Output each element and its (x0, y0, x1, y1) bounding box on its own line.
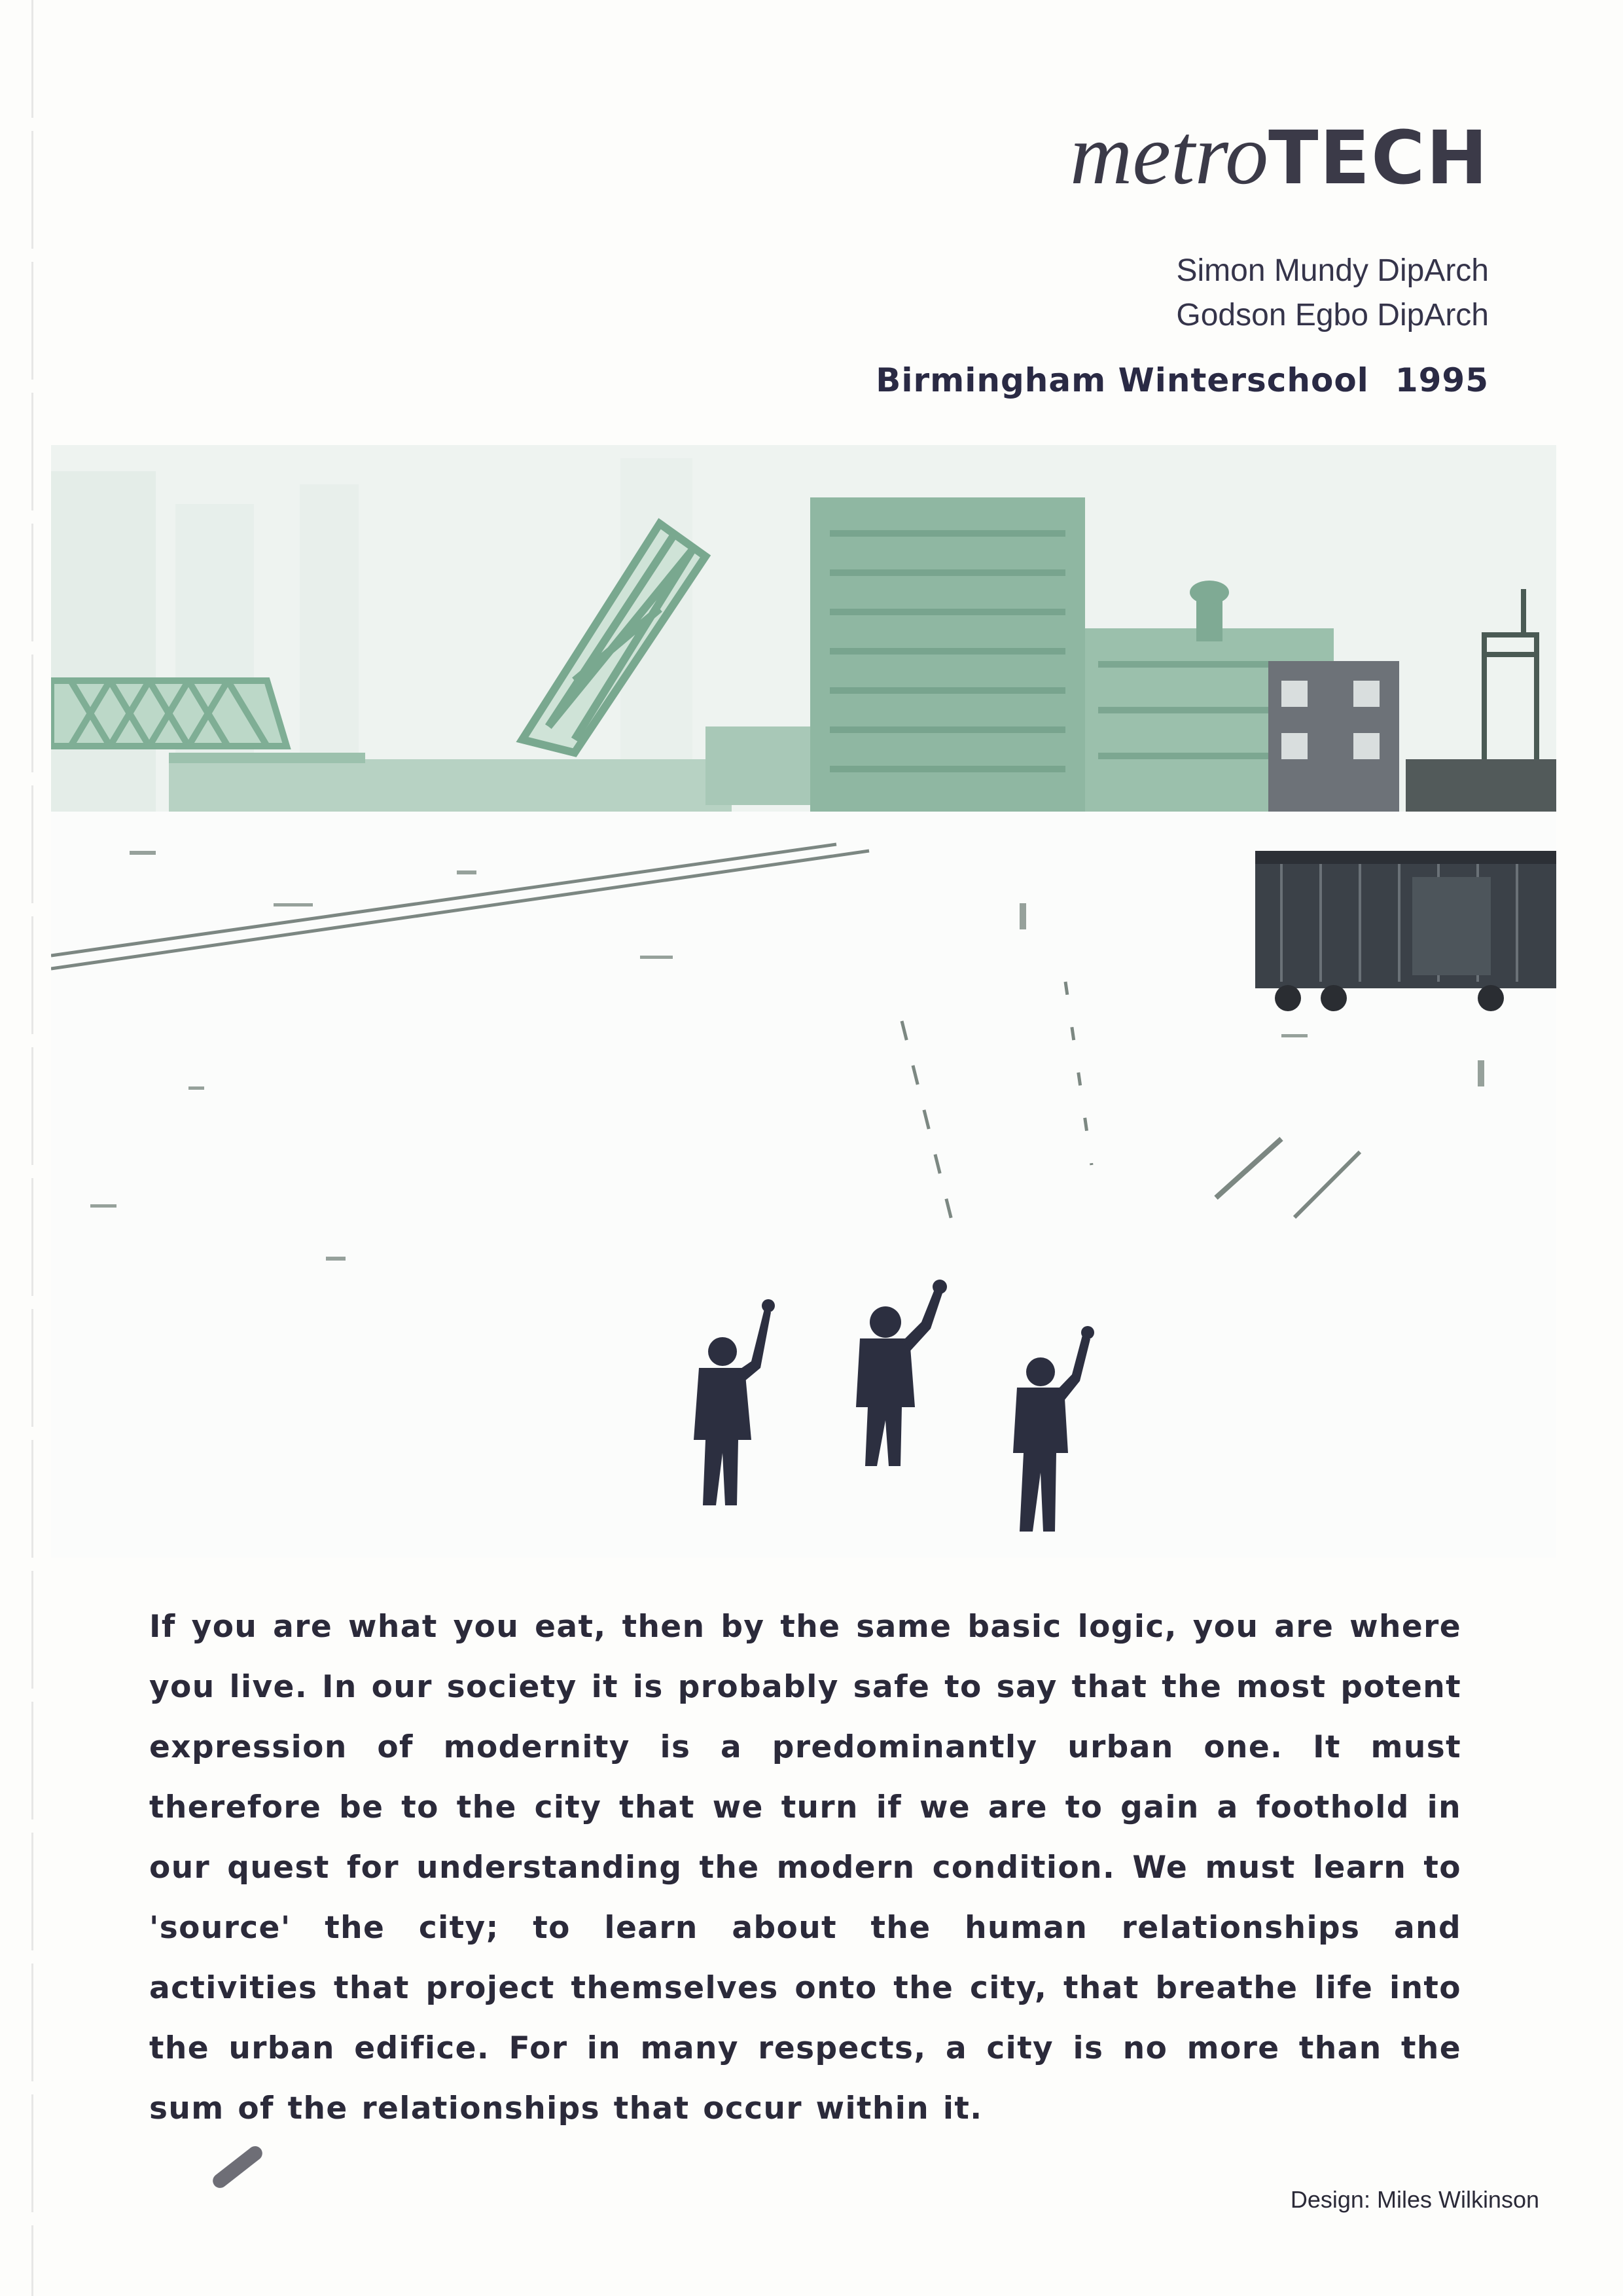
authors-block (1176, 249, 1489, 338)
event-name: Birmingham Winterschool (876, 361, 1369, 399)
author-2: Godson Egbo DipArch (1176, 298, 1489, 332)
page-title (1070, 106, 1489, 202)
snowy-rail-yard-photo (51, 445, 1556, 1558)
ink-smudge (210, 2144, 265, 2191)
boxcar (1255, 851, 1556, 1011)
title-bold-part: TECH (1268, 116, 1489, 201)
brick-building (1268, 661, 1399, 831)
author-1: Simon Mundy DipArch (1176, 253, 1489, 288)
event-line (876, 361, 1489, 399)
truss-bridge (51, 681, 287, 746)
title-italic-part: metro (1070, 106, 1269, 202)
event-year: 1995 (1395, 361, 1489, 399)
body-paragraph: If you are what you eat, then by the same basic logic, you are where you live. In our society it is probably safe to say that the most potent expression of modernity is a predominantly urban one. It must therefore be to the city that we turn if we are to gain a foothold in our quest for understanding the modern condition. We must learn to 'source' the city; to learn about the human relationships and activities that project themselves onto the city, that breathe life into the urban edifice. For in many respects, a city is no more than the sum of the relationships that occur within it. (149, 1609, 1461, 2126)
binding-edge (31, 0, 33, 2296)
design-credit: Design: Miles Wilkinson (1290, 2186, 1539, 2213)
